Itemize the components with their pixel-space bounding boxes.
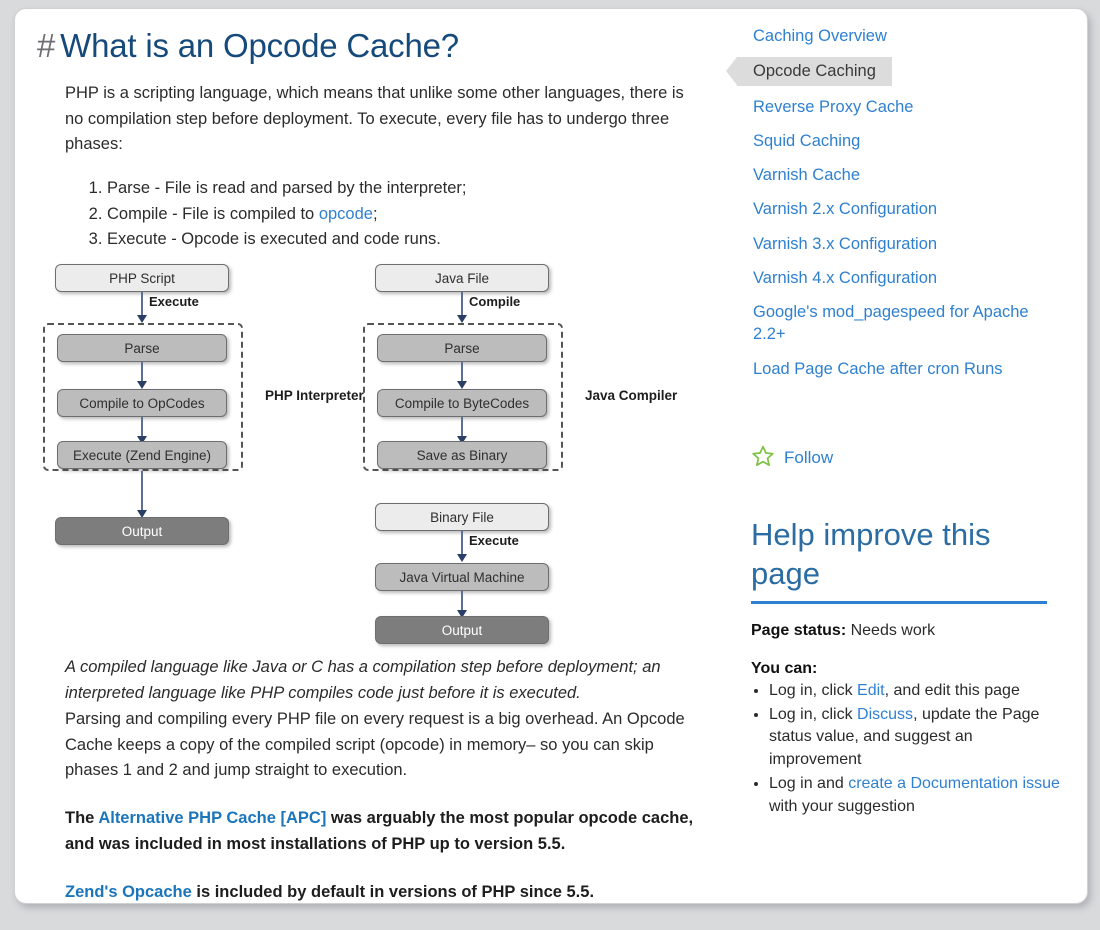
page-status bbox=[751, 622, 1061, 640]
you-can-label: You can: bbox=[751, 660, 818, 678]
opcode-cache-paragraph: Parsing and compiling every PHP file on every request is a big overhead. An Opcode Cache keeps a copy of the compiled script (opcode) in memory– so you can skip phases 1 and 2 and jump straight to execution. bbox=[65, 709, 685, 780]
help-item-pre: Log in and bbox=[769, 774, 849, 792]
sidebar-nav bbox=[737, 23, 1061, 382]
sidebar-item-opcode-caching[interactable]: Opcode Caching bbox=[737, 57, 892, 85]
diagram-node-java-output: Output bbox=[375, 616, 549, 644]
diagram-caption-block bbox=[37, 655, 723, 784]
sidebar-item-mod-pagespeed[interactable]: Google's mod_pagespeed for Apache 2.2+ bbox=[753, 303, 1029, 344]
apc-post-text: was arguably the most popular opcode cache, and was included in most installations of PHP up to version 5.5. bbox=[65, 809, 694, 853]
diagram-edge-label-execute: Execute bbox=[149, 294, 199, 310]
star-icon bbox=[751, 444, 775, 473]
apc-paragraph bbox=[37, 806, 723, 857]
list-item bbox=[737, 356, 1061, 382]
diagram-node-java-file: Java File bbox=[375, 264, 549, 292]
list-item bbox=[737, 128, 1061, 154]
sidebar-item-varnish-4x[interactable]: Varnish 4.x Configuration bbox=[753, 268, 938, 287]
intro-paragraph: PHP is a scripting language, which means that unlike some other languages, there is no compilation step before deployment. To execute, every file has to undergo three phases: bbox=[65, 83, 684, 154]
help-item-post: , and edit this page bbox=[884, 682, 1020, 700]
diagram-node-php-script: PHP Script bbox=[55, 264, 229, 292]
apc-link[interactable]: Alternative PHP Cache [APC] bbox=[98, 809, 327, 828]
sidebar-item-varnish-3x[interactable]: Varnish 3.x Configuration bbox=[753, 234, 938, 253]
help-item-pre: Log in, click bbox=[769, 705, 858, 723]
sidebar bbox=[723, 9, 1087, 903]
list-item bbox=[737, 299, 1061, 348]
follow-label[interactable]: Follow bbox=[784, 448, 834, 468]
phase-text: Execute - Opcode is executed and code runs. bbox=[107, 229, 441, 248]
diagram-arrowhead bbox=[457, 554, 467, 562]
help-improve-title: Help improve this page bbox=[751, 516, 991, 591]
zend-post-text: is included by default in versions of PHP since 5.5. bbox=[191, 882, 595, 901]
phase-text: Compile - File is compiled to bbox=[107, 204, 319, 223]
sidebar-item-reverse-proxy-cache[interactable]: Reverse Proxy Cache bbox=[753, 97, 914, 116]
opcode-flow-diagram bbox=[37, 260, 697, 645]
diagram-edge-label-compile: Compile bbox=[469, 294, 521, 310]
zend-paragraph bbox=[37, 880, 723, 905]
sidebar-item-squid-caching[interactable]: Squid Caching bbox=[753, 131, 861, 150]
discuss-link[interactable]: Discuss bbox=[857, 705, 914, 723]
phase-text: Parse - File is read and parsed by the interpreter; bbox=[107, 179, 467, 198]
page-title-text: What is an Opcode Cache? bbox=[60, 27, 459, 64]
apc-pre-text: The bbox=[65, 809, 99, 828]
status-badge: Needs work bbox=[850, 622, 936, 640]
phases-list bbox=[37, 176, 723, 252]
list-item bbox=[737, 162, 1061, 188]
help-item-pre: Log in, click bbox=[769, 682, 858, 700]
sidebar-item-load-page-cache[interactable]: Load Page Cache after cron Runs bbox=[753, 359, 1003, 378]
help-item-post: with your suggestion bbox=[769, 797, 915, 815]
page-card bbox=[14, 8, 1088, 904]
help-actions-list bbox=[737, 680, 1061, 818]
edit-link[interactable]: Edit bbox=[857, 682, 885, 700]
create-doc-issue-link[interactable]: create a Documentation issue bbox=[848, 774, 1060, 792]
list-item bbox=[769, 704, 1061, 772]
diagram-node-compile-bytecodes: Compile to ByteCodes bbox=[377, 389, 547, 417]
diagram-arrowhead bbox=[137, 315, 147, 323]
list-item bbox=[107, 176, 723, 201]
zend-opcache-link[interactable]: Zend's Opcache bbox=[65, 882, 192, 901]
diagram-node-save-binary: Save as Binary bbox=[377, 441, 547, 469]
list-item bbox=[737, 196, 1061, 222]
list-item bbox=[769, 680, 1061, 703]
diagram-label-java-compiler: Java Compiler bbox=[585, 388, 678, 404]
diagram-node-compile-opcodes: Compile to OpCodes bbox=[57, 389, 227, 417]
help-item-post: , update the Page status value, and suggest an improvement bbox=[769, 705, 1040, 769]
diagram-arrowhead bbox=[457, 315, 467, 323]
sidebar-item-varnish-2x[interactable]: Varnish 2.x Configuration bbox=[753, 200, 938, 219]
list-item bbox=[737, 94, 1061, 120]
diagram-caption-italic: A compiled language like Java or C has a compilation step before deployment; an interpreted language like PHP compiles code just before it is executed. bbox=[65, 658, 661, 703]
opcode-link[interactable]: opcode bbox=[318, 204, 373, 223]
diagram-arrow bbox=[141, 471, 143, 515]
heading-anchor-hash[interactable]: # bbox=[37, 27, 56, 64]
list-item bbox=[107, 202, 723, 227]
main-content bbox=[15, 9, 723, 903]
diagram-node-parse: Parse bbox=[57, 334, 227, 362]
diagram-edge-label-execute-java: Execute bbox=[469, 533, 519, 549]
diagram-node-php-output: Output bbox=[55, 517, 229, 545]
follow-button[interactable] bbox=[751, 444, 1061, 473]
diagram-node-execute-zend: Execute (Zend Engine) bbox=[57, 441, 227, 469]
list-item bbox=[769, 773, 1061, 818]
diagram-node-jvm: Java Virtual Machine bbox=[375, 563, 549, 591]
diagram-arrowhead bbox=[137, 381, 147, 389]
diagram-label-php-interpreter: PHP Interpreter bbox=[265, 388, 364, 404]
diagram-arrowhead bbox=[457, 381, 467, 389]
diagram-node-binary-file: Binary File bbox=[375, 503, 549, 531]
sidebar-item-caching-overview[interactable]: Caching Overview bbox=[753, 27, 887, 45]
phase-text-post: ; bbox=[372, 204, 378, 223]
help-divider bbox=[751, 601, 1047, 604]
page-title bbox=[37, 27, 723, 65]
page-status-label: Page status: bbox=[751, 622, 847, 640]
list-item bbox=[107, 227, 723, 252]
list-item bbox=[737, 265, 1061, 291]
list-item bbox=[737, 23, 1061, 49]
list-item bbox=[737, 231, 1061, 257]
sidebar-item-varnish-cache[interactable]: Varnish Cache bbox=[753, 166, 861, 185]
list-item bbox=[737, 57, 1061, 85]
diagram-node-java-parse: Parse bbox=[377, 334, 547, 362]
